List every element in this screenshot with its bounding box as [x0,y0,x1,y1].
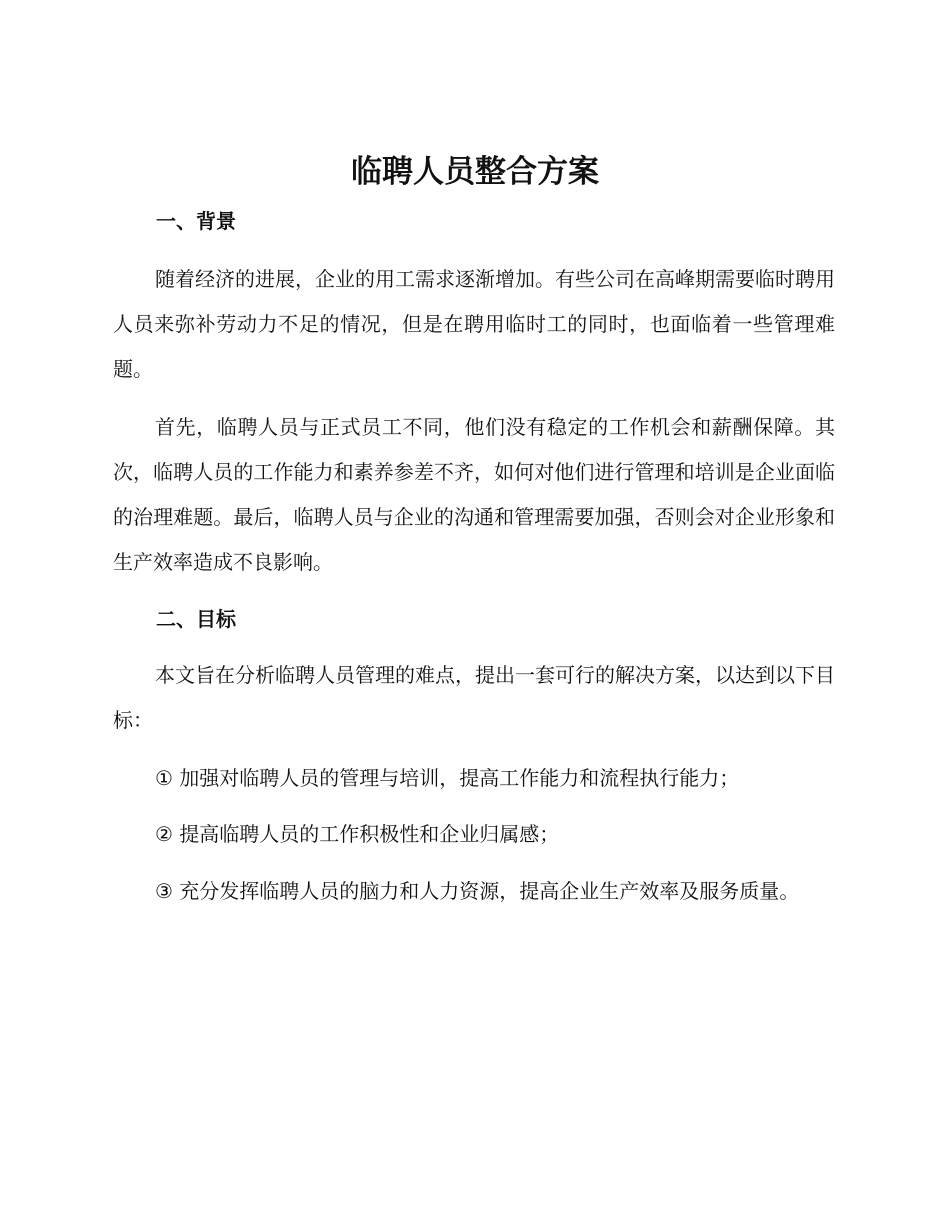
goal-item-2: ② 提高临聘人员的工作积极性和企业归属感； [155,822,560,846]
section-heading-background: 一、背景 [156,209,236,233]
document-title: 临聘人员整合方案 [351,154,599,190]
background-paragraph-1: 随着经济的进展，企业的用工需求逐渐增加。有些公司在高峰期需要临时聘用人员来弥补劳动力不足的情况，但是在聘用临时工的同时，也面临着一些管理难题。 [113,267,835,381]
goal-item-3: ③ 充分发挥临聘人员的脑力和人力资源，提高企业生产效率及服务质量。 [155,879,800,903]
goal-item-1: ① 加强对临聘人员的管理与培训，提高工作能力和流程执行能力； [155,766,740,790]
section-heading-goals: 二、目标 [156,607,236,631]
goals-intro-paragraph: 本文旨在分析临聘人员管理的难点，提出一套可行的解决方案，以达到以下目标： [113,663,835,732]
background-paragraph-2: 首先，临聘人员与正式员工不同，他们没有稳定的工作机会和薪酬保障。其次，临聘人员的工作能力和素养参差不齐，如何对他们进行管理和培训是企业面临的治理难题。最后，临聘人员与企业的沟通和管理需要加强，否则会对企业形象和生产效率造成不良影响。 [113,415,835,574]
